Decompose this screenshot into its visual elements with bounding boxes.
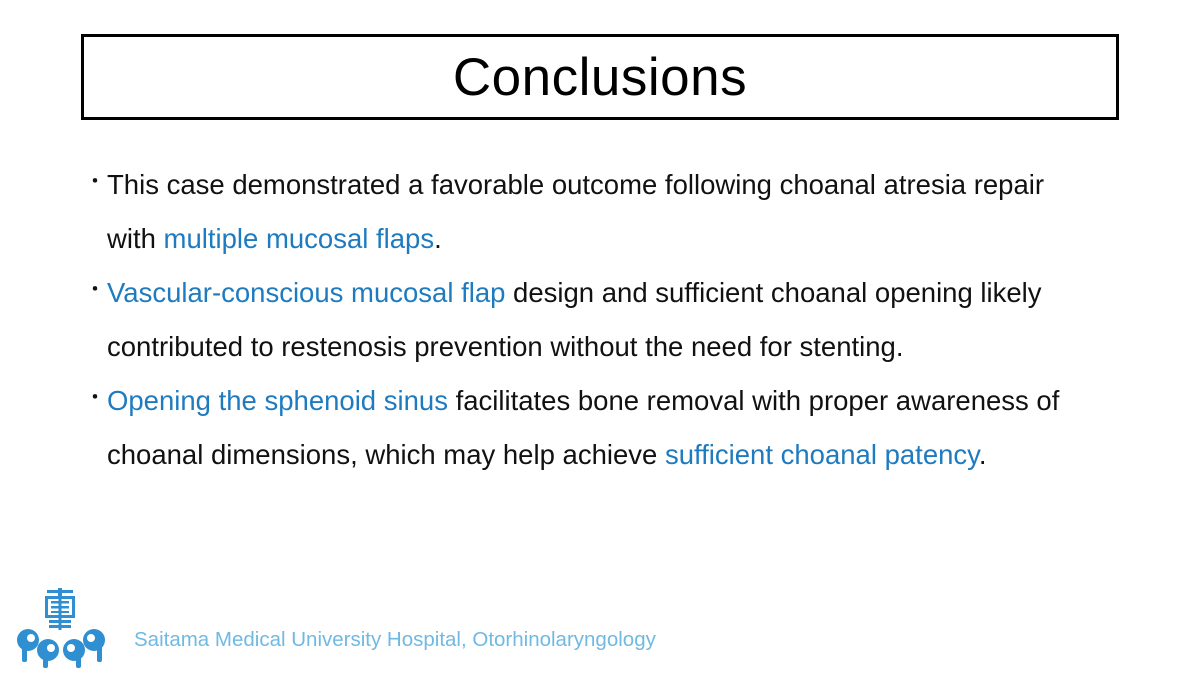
bullet-marker: ･ bbox=[90, 387, 100, 409]
bullet-3-highlight-2: sufficient choanal patency bbox=[664, 439, 979, 470]
university-emblem-icon bbox=[14, 588, 110, 668]
bullet-item-2 bbox=[90, 266, 1100, 374]
bullet-marker: ･ bbox=[90, 171, 100, 193]
bullet-item-3 bbox=[90, 374, 1100, 482]
bullet-2-highlight: Vascular-conscious mucosal flap bbox=[107, 277, 506, 308]
bullet-3-highlight-1: Opening the sphenoid sinus bbox=[107, 385, 448, 416]
bullet-item-1 bbox=[90, 158, 1100, 266]
title-box bbox=[81, 34, 1119, 120]
institution-name: Saitama Medical University Hospital, Otorhinolaryngology bbox=[134, 628, 656, 651]
bullet-3-part-4: . bbox=[978, 439, 987, 470]
bullet-text-1 bbox=[107, 158, 1100, 266]
bullet-marker: ･ bbox=[90, 279, 100, 301]
conclusions-list bbox=[90, 158, 1100, 482]
footer bbox=[14, 588, 734, 668]
slide-title: Conclusions bbox=[452, 47, 748, 107]
bullet-1-highlight: multiple mucosal flaps bbox=[163, 223, 435, 254]
bullet-2-part-2: design and sufficient choanal opening likely contributed to restenosis prevention without the need for stenting. bbox=[107, 277, 1042, 362]
bullet-text-3 bbox=[107, 374, 1100, 482]
bullet-1-part-1: This case demonstrated a favorable outcome following choanal atresia repair with bbox=[107, 169, 1045, 254]
bullet-text-2 bbox=[107, 266, 1100, 374]
bullet-1-part-3: . bbox=[434, 223, 442, 254]
bullet-3-part-2: facilitates bone removal with proper awareness of choanal dimensions, which may help achieve bbox=[107, 385, 1060, 470]
